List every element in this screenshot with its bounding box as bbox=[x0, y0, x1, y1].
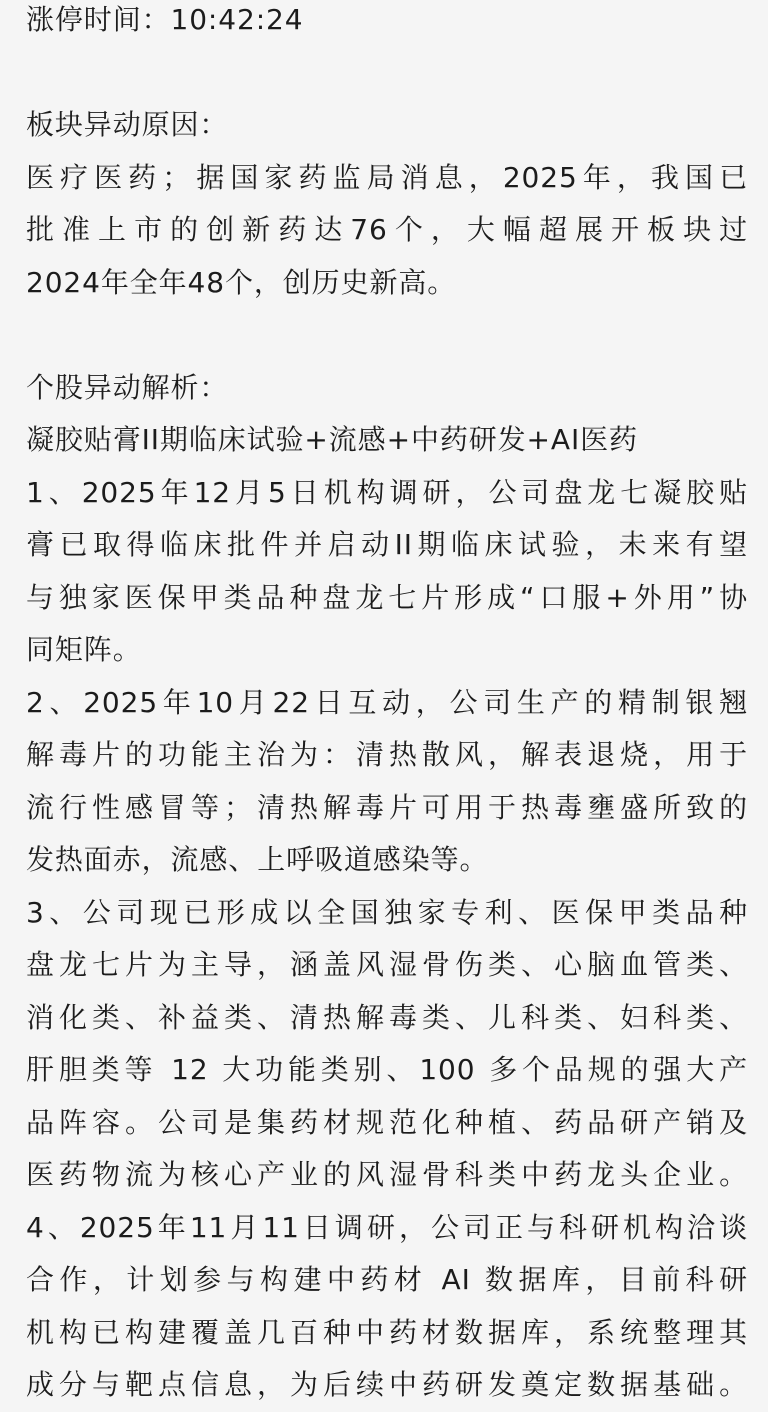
item-2-line: 解毒片的功能主治为：清热散风，解表退烧，用于 bbox=[26, 738, 748, 771]
article-body bbox=[26, 0, 748, 1412]
spacer bbox=[26, 47, 748, 100]
item-3-line: 盘龙七片为主导，涵盖风湿骨伤类、心脑血管类、 bbox=[26, 948, 748, 981]
item-3-line: 消化类、补益类、清热解毒类、儿科类、妇科类、 bbox=[26, 1000, 748, 1034]
sector-heading: 板块异动原因： bbox=[26, 108, 229, 141]
sector-text-line: 批准上市的创新药达76个，大幅超展开板块过 bbox=[26, 213, 748, 246]
item-2-line: 发热面赤，流感、上呼吸道感染等。 bbox=[26, 843, 489, 876]
item-4-line: 成分与靶点信息，为后续中药研发奠定数据基础。 bbox=[26, 1368, 748, 1401]
item-2-line: 流行性感冒等；清热解毒片可用于热毒壅盛所致的 bbox=[26, 790, 748, 824]
spacer bbox=[26, 309, 748, 362]
item-3-line: 3、公司现已形成以全国独家专利、医保甲类品种 bbox=[26, 895, 748, 929]
item-4-line: 合作，计划参与构建中药材 AI 数据库，目前科研 bbox=[26, 1263, 748, 1296]
limit-up-time: 涨停时间：10:42:24 bbox=[26, 3, 304, 36]
sector-text-line: 医疗医药；据国家药监局消息，2025年，我国已 bbox=[26, 160, 748, 194]
item-1-line: 与独家医保甲类品种盘龙七片形成“口服+外用”协 bbox=[26, 580, 748, 614]
item-3-line: 医药物流为核心产业的风湿骨科类中药龙头企业。 bbox=[26, 1158, 748, 1191]
item-1-line: 1、2025年12月5日机构调研，公司盘龙七凝胶贴 bbox=[26, 475, 748, 509]
item-1-line: 膏已取得临床批件并启动II期临床试验，未来有望 bbox=[26, 528, 748, 561]
stock-tags: 凝胶贴膏II期临床试验+流感+中药研发+AI医药 bbox=[26, 423, 638, 456]
item-3-line: 品阵容。公司是集药材规范化种植、药品研产销及 bbox=[26, 1105, 748, 1139]
item-1-line: 同矩阵。 bbox=[26, 633, 142, 666]
item-2-line: 2、2025年10月22日互动，公司生产的精制银翘 bbox=[26, 685, 748, 719]
item-4-line: 4、2025年11月11日调研，公司正与科研机构洽谈 bbox=[26, 1210, 748, 1244]
stock-heading: 个股异动解析： bbox=[26, 370, 229, 404]
sector-text-line: 2024年全年48个，创历史新高。 bbox=[26, 265, 457, 299]
item-3-line: 肝胆类等 12 大功能类别、100 多个品规的强大产 bbox=[26, 1053, 748, 1086]
item-4-line: 机构已构建覆盖几百种中药材数据库，系统整理其 bbox=[26, 1315, 748, 1349]
